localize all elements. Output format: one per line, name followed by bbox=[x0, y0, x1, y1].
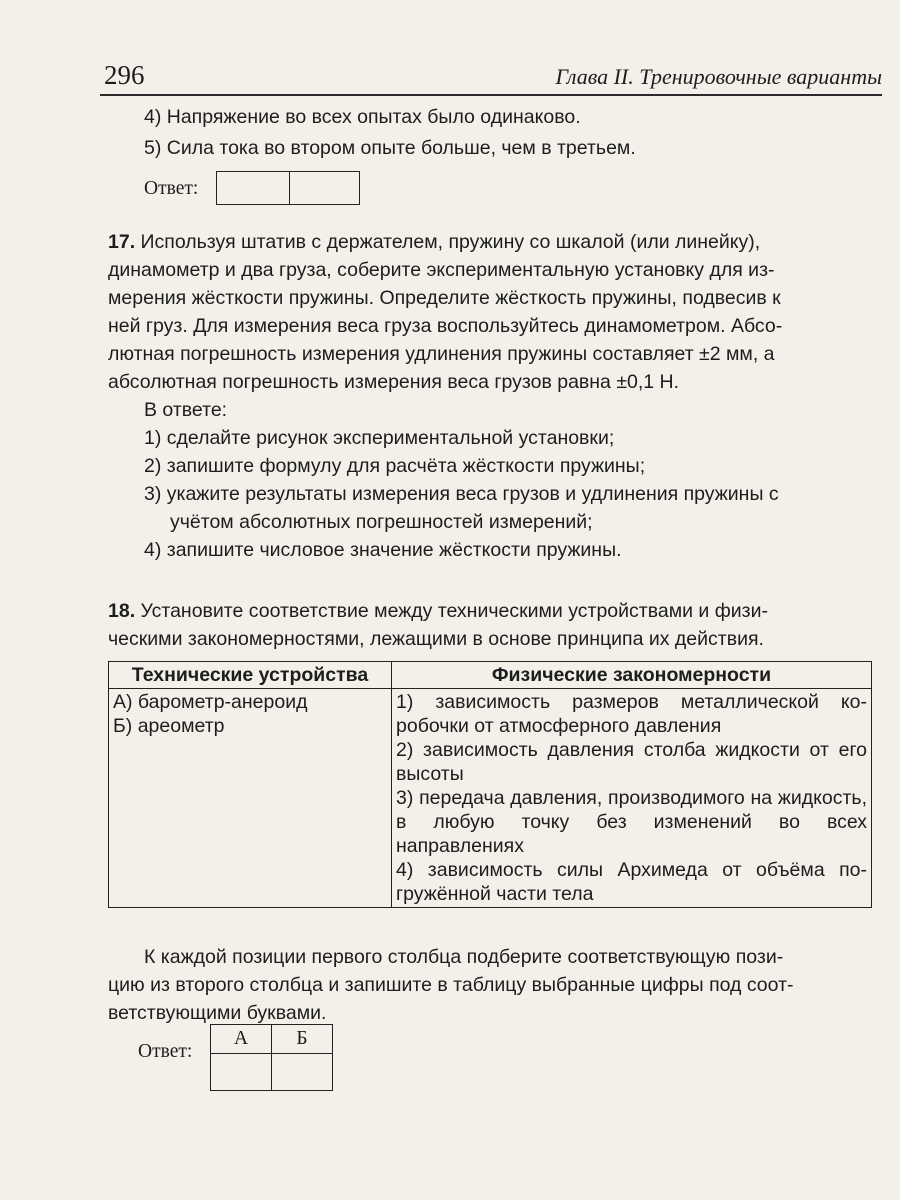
matching-table bbox=[108, 661, 872, 908]
answer-header-b: Б bbox=[272, 1025, 333, 1054]
table-header-laws: Физические закономерности bbox=[392, 662, 872, 689]
q17-text-line-5: лютная погрешность измерения удлинения пружины составляет ±2 мм, а bbox=[108, 343, 775, 365]
q16-option-4: 4) Напряжение во всех опытах было одинаково. bbox=[144, 106, 581, 128]
q16-answer-box[interactable] bbox=[216, 171, 360, 205]
law-2: 2) зависимость давления столба жидкости от его высоты bbox=[396, 739, 867, 785]
q17-text-line-2: динамометр и два груза, соберите экспериментальную установку для из- bbox=[108, 259, 775, 281]
device-b: Б) ареометр bbox=[113, 715, 225, 737]
q18-answer-label: Ответ: bbox=[138, 1041, 193, 1062]
q18-instruction-1: К каждой позиции первого столбца подберите соответствующую пози- bbox=[144, 946, 784, 968]
q18-instruction-3: ветствующими буквами. bbox=[108, 1002, 327, 1024]
q16-answer-cell-2[interactable] bbox=[290, 172, 360, 204]
answer-header-a: А bbox=[211, 1025, 272, 1054]
law-3: 3) передача давления, производимого на жидкость, в любую точку без изменений во всех направлениях bbox=[396, 787, 867, 857]
answer-cell-a[interactable] bbox=[211, 1054, 272, 1091]
q18-number: 18. bbox=[108, 600, 136, 622]
law-4: 4) зависимость силы Архимеда от объёма по-гружённой части тела bbox=[396, 859, 867, 905]
q17-text-line-6: абсолютная погрешность измерения веса грузов равна ±0,1 Н. bbox=[108, 371, 680, 393]
q18-text-line-2: ческими закономерностями, лежащими в основе принципа их действия. bbox=[108, 628, 764, 650]
q18-instruction-2: цию из второго столбца и запишите в таблицу выбранные цифры под соот- bbox=[108, 974, 794, 996]
page-header bbox=[100, 60, 882, 96]
q16-option-5: 5) Сила тока во втором опыте больше, чем в третьем. bbox=[144, 137, 636, 159]
chapter-title: Глава II. Тренировочные варианты bbox=[555, 64, 882, 89]
q17-item-4: 4) запишите числовое значение жёсткости пружины. bbox=[144, 539, 622, 561]
q17-item-3-cont: учётом абсолютных погрешностей измерений; bbox=[170, 511, 593, 533]
q17-item-2: 2) запишите формулу для расчёта жёсткости пружины; bbox=[144, 455, 646, 477]
q17-line-1 bbox=[108, 230, 760, 254]
q18-answer-grid bbox=[210, 1024, 333, 1091]
q17-item-3: 3) укажите результаты измерения веса грузов и удлинения пружины с bbox=[144, 483, 779, 505]
q17-text-line-3: мерения жёсткости пружины. Определите жёсткость пружины, подвесив к bbox=[108, 287, 781, 309]
page-number: 296 bbox=[104, 60, 145, 90]
q17-item-1: 1) сделайте рисунок экспериментальной установки; bbox=[144, 427, 615, 449]
q16-answer-cell-1[interactable] bbox=[217, 172, 290, 204]
answer-cell-b[interactable] bbox=[272, 1054, 333, 1091]
table-header-devices: Технические устройства bbox=[109, 662, 392, 689]
q17-in-answer: В ответе: bbox=[144, 399, 228, 421]
q17-text-line-4: ней груз. Для измерения веса груза воспользуйтесь динамометром. Абсо- bbox=[108, 315, 783, 337]
laws-column bbox=[392, 689, 872, 908]
q18-text-line-1: Установите соответствие между техническими устройствами и физи- bbox=[140, 600, 768, 622]
q16-answer-label: Ответ: bbox=[144, 178, 199, 199]
q17-number: 17. bbox=[108, 231, 136, 253]
device-a: А) барометр-анероид bbox=[113, 691, 308, 713]
q17-text-line-1: Используя штатив с держателем, пружину со шкалой (или линейку), bbox=[140, 231, 761, 253]
q18-line-1 bbox=[108, 599, 768, 623]
devices-column bbox=[109, 689, 392, 908]
law-1: 1) зависимость размеров металлической ко-робочки от атмосферного давления bbox=[396, 691, 867, 737]
